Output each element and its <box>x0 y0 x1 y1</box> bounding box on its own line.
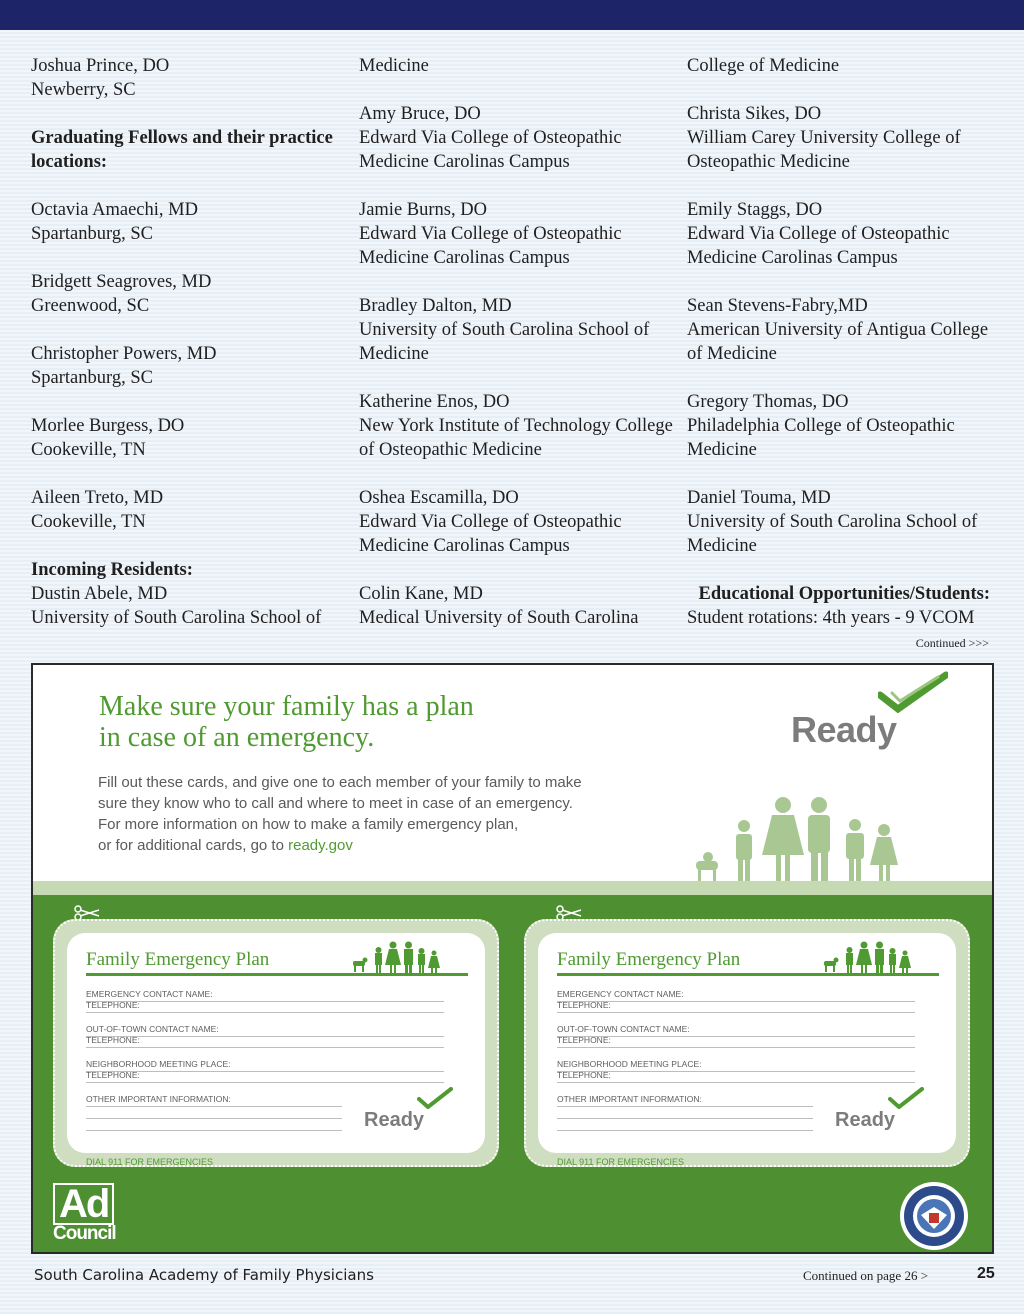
family-icon <box>822 941 922 973</box>
resident-school: William Carey University College of <box>687 128 961 148</box>
meeting-place-field[interactable]: NEIGHBORHOOD MEETING PLACE: <box>86 1059 444 1072</box>
checkmark-icon <box>417 1087 453 1109</box>
telephone-field[interactable]: TELEPHONE: <box>557 1000 915 1013</box>
resident-school: Medicine <box>687 440 757 460</box>
out-of-town-contact-field[interactable]: OUT-OF-TOWN CONTACT NAME: <box>86 1024 444 1037</box>
resident-name: Oshea Escamilla, DO <box>359 488 519 508</box>
fellow-location: Spartanburg, SC <box>31 224 153 244</box>
resident-name: Colin Kane, MD <box>359 584 483 604</box>
resident-school: Edward Via College of Osteopathic <box>687 224 950 244</box>
ad-body-text-span: or for additional cards, go to <box>98 837 289 854</box>
resident-name: Gregory Thomas, DO <box>687 392 849 412</box>
emergency-plan-card <box>53 919 499 1167</box>
dial-911-text: DIAL 911 FOR EMERGENCIES <box>86 1157 214 1167</box>
card-body <box>67 933 485 1167</box>
resident-name: Dustin Abele, MD <box>31 584 168 604</box>
telephone-field[interactable]: TELEPHONE: <box>86 1000 444 1013</box>
fellow-name: Aileen Treto, MD <box>31 488 164 508</box>
ad-council-logo-bottom: Council <box>53 1223 116 1244</box>
resident-name: Amy Bruce, DO <box>359 104 481 124</box>
resident-school: Edward Via College of Osteopathic <box>359 128 622 148</box>
resident-school: College of Medicine <box>687 56 840 76</box>
text-column-3 <box>687 54 997 630</box>
resident-school: Medicine Carolinas Campus <box>687 248 898 268</box>
resident-school: Edward Via College of Osteopathic <box>359 512 622 532</box>
out-of-town-contact-field[interactable]: OUT-OF-TOWN CONTACT NAME: <box>557 1024 915 1037</box>
fellow-location: Cookeville, TN <box>31 440 146 460</box>
ad-body-line: sure they know who to call and where to meet in case of an emergency. <box>98 795 573 812</box>
emergency-contact-field[interactable]: EMERGENCY CONTACT NAME: <box>86 989 444 1002</box>
meeting-place-field[interactable]: NEIGHBORHOOD MEETING PLACE: <box>557 1059 915 1072</box>
fellow-name: Morlee Burgess, DO <box>31 416 185 436</box>
dial-911-text: DIAL 911 FOR EMERGENCIES <box>557 1157 685 1167</box>
ad-headline <box>99 691 474 753</box>
fellow-location: Cookeville, TN <box>31 512 146 532</box>
resident-name: Bradley Dalton, MD <box>359 296 512 316</box>
resident-school: Osteopathic Medicine <box>687 152 850 172</box>
text-column-1 <box>31 54 351 630</box>
checkmark-icon <box>888 1087 924 1109</box>
emergency-plan-card <box>524 919 970 1167</box>
section-heading-fellows: Graduating Fellows and their practice locations: <box>31 128 333 172</box>
card-title: Family Emergency Plan <box>86 949 270 970</box>
other-info-line[interactable] <box>557 1130 813 1131</box>
section-heading-education: Educational Opportunities/Students: <box>698 584 990 604</box>
resident-name: Daniel Touma, MD <box>687 488 831 508</box>
text-column-2 <box>359 54 679 630</box>
card-ready-logo: Ready <box>364 1109 425 1131</box>
dhs-seal-icon <box>899 1181 969 1251</box>
fellow-location: Greenwood, SC <box>31 296 150 316</box>
telephone-field[interactable]: TELEPHONE: <box>557 1035 915 1048</box>
resident-school: Medicine <box>359 344 429 364</box>
resident-name: Christa Sikes, DO <box>687 104 822 124</box>
page-number: 25 <box>977 1265 995 1282</box>
family-silhouette-icon <box>688 793 928 883</box>
resident-school: of Medicine <box>687 344 777 364</box>
resident-school: University of South Carolina School of <box>359 320 650 340</box>
resident-school: Edward Via College of Osteopathic <box>359 224 622 244</box>
resident-school: Medicine Carolinas Campus <box>359 536 570 556</box>
resident-school: New York Institute of Technology College <box>359 416 673 436</box>
family-icon <box>351 941 451 973</box>
education-line: Student rotations: 4th years - 9 VCOM <box>687 608 975 628</box>
resident-school: Medicine Carolinas Campus <box>359 248 570 268</box>
resident-name: Jamie Burns, DO <box>359 200 487 220</box>
card-ready-logo: Ready <box>835 1109 896 1131</box>
ad-body-line: For more information on how to make a family emergency plan, <box>98 816 519 833</box>
fellow-name: Christopher Powers, MD <box>31 344 217 364</box>
top-banner <box>0 0 1024 30</box>
resident-school: Medical University of South Carolina <box>359 608 639 628</box>
resident-school: Philadelphia College of Osteopathic <box>687 416 955 436</box>
footer-organization: South Carolina Academy of Family Physicians <box>34 1266 374 1284</box>
ready-gov-link[interactable]: ready.gov <box>288 837 353 854</box>
fellow-location: Spartanburg, SC <box>31 368 153 388</box>
ad-council-logo <box>53 1183 119 1249</box>
fellow-name: Bridgett Seagroves, MD <box>31 272 212 292</box>
other-info-field[interactable]: OTHER IMPORTANT INFORMATION: <box>86 1094 342 1107</box>
resident-school: University of South Carolina School of <box>31 608 322 628</box>
ad-body-line <box>98 835 658 856</box>
resident-name: Joshua Prince, DO <box>31 56 170 76</box>
telephone-field[interactable]: TELEPHONE: <box>557 1070 915 1083</box>
telephone-field[interactable]: TELEPHONE: <box>86 1070 444 1083</box>
resident-name: Katherine Enos, DO <box>359 392 510 412</box>
ready-logo: Ready <box>791 709 897 750</box>
other-info-line[interactable] <box>557 1118 813 1119</box>
resident-name: Sean Stevens-Fabry,MD <box>687 296 868 316</box>
ad-council-logo-top: Ad <box>53 1183 114 1225</box>
ad-headline-line: Make sure your family has a plan <box>99 691 474 722</box>
ad-body-line: Fill out these cards, and give one to each member of your family to make <box>98 774 582 791</box>
emergency-contact-field[interactable]: EMERGENCY CONTACT NAME: <box>557 989 915 1002</box>
footer-continued-link[interactable]: Continued on page 26 > <box>803 1268 929 1283</box>
resident-school: Medicine Carolinas Campus <box>359 152 570 172</box>
resident-school: American University of Antigua College <box>687 320 989 340</box>
ready-advertisement <box>31 663 994 1254</box>
telephone-field[interactable]: TELEPHONE: <box>86 1035 444 1048</box>
card-title-rule <box>557 973 939 976</box>
fellow-name: Octavia Amaechi, MD <box>31 200 198 220</box>
resident-location: Newberry, SC <box>31 80 136 100</box>
resident-school: University of South Carolina School of <box>687 512 978 532</box>
checkmark-icon <box>878 671 948 713</box>
ad-body-text <box>98 772 658 856</box>
resident-school: of Osteopathic Medicine <box>359 440 542 460</box>
resident-school: Medicine <box>359 56 429 76</box>
other-info-line[interactable] <box>86 1118 342 1119</box>
section-heading-incoming: Incoming Residents: <box>31 560 193 580</box>
ad-headline-line: in case of an emergency. <box>99 722 375 753</box>
other-info-line[interactable] <box>86 1130 342 1131</box>
card-title: Family Emergency Plan <box>557 949 741 970</box>
other-info-field[interactable]: OTHER IMPORTANT INFORMATION: <box>557 1094 813 1107</box>
resident-school: Medicine <box>687 536 757 556</box>
card-body <box>538 933 956 1167</box>
continued-link[interactable]: Continued >>> <box>915 636 989 650</box>
resident-name: Emily Staggs, DO <box>687 200 823 220</box>
card-title-rule <box>86 973 468 976</box>
